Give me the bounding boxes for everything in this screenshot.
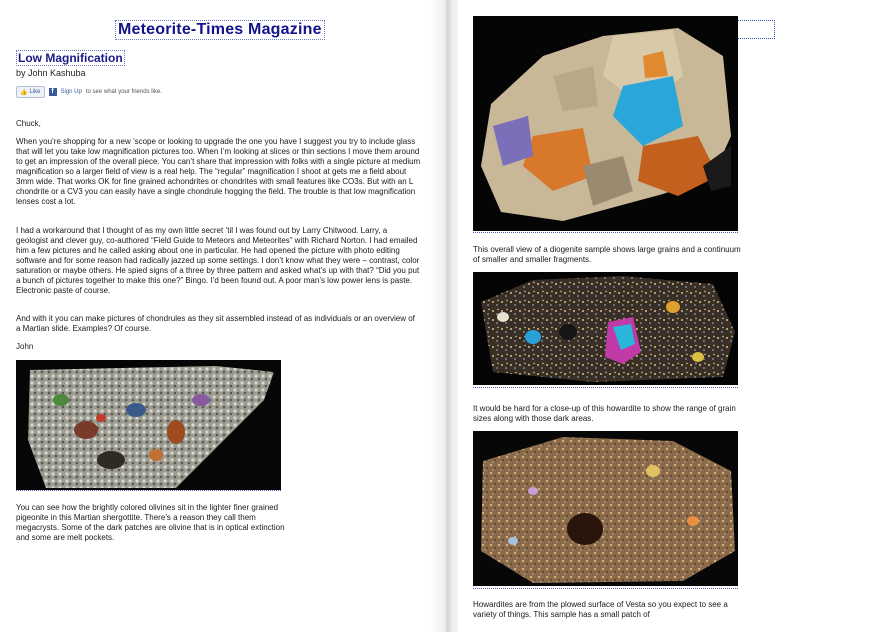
howardite-photo bbox=[473, 272, 738, 385]
article-title[interactable]: Low Magnification bbox=[18, 51, 123, 65]
like-label: Like bbox=[29, 89, 41, 95]
photo-underline bbox=[473, 588, 738, 589]
photo-underline bbox=[473, 232, 738, 233]
article-byline: by John Kashuba bbox=[16, 68, 86, 78]
social-bar bbox=[16, 86, 162, 98]
martian-caption: You can see how the brightly colored olivines sit in the lighter finer grained pigeonite in this Martian shergottite. There’s a reason they call them megacrysts. Some of the dark patches are olivine that is in optical extinction and some are melt pockets. bbox=[16, 503, 285, 542]
signature: John bbox=[16, 342, 34, 351]
facebook-icon: f bbox=[49, 88, 57, 96]
paragraph-2: I had a workaround that I thought of as my own little secret ’til I was found out by Larry Chitwood. Larry, a geologist and clever guy, co-authored “Field Guide to Meteors and Meteorites” with Richard Norton. I had emailed him a few pictures and he called asking about one in particular. He had opened the picture with photo editing software and for some reason had radically jazzed up some settings. I don’t know what they were – contrast, color saturation or maybe others. He spied signs of a three by three pattern and asked what’s up with that? “Did you put a bunch of pictures together to make this one?” Bingo. I’d been found out. A poor man’s low power lens is paste. Electronic paste of course. bbox=[16, 226, 420, 295]
salutation: Chuck, bbox=[16, 119, 41, 128]
like-button[interactable] bbox=[16, 86, 45, 98]
paragraph-1: When you’re shopping for a new ’scope or looking to upgrade the one you have I suggest you try to include glass that will let you take low magnification pictures too. When I’m looking at slices or thin sections I move them around to get an impression of the overall piece. You can’t share that impression with folks with a single picture at medium magnification so a larger field of view is a real help. The “regular” magnification I shoot at gets me a field about 3mm wide. That works OK for fine grained achondrites or chondrites with small features like CO3s. But with an L chondrite or a CV3 you can easily have a single chondrule hogging the field. The trouble is that low magnification lenses cost a lot. bbox=[16, 137, 421, 206]
thumbs-up-icon: 👍 bbox=[20, 89, 28, 96]
photo-underline bbox=[16, 490, 281, 491]
paragraph-3: And with it you can make pictures of chondrules as they sit assembled instead of as individuals or an overview of a Martian slide. Examples? Of course. bbox=[16, 314, 415, 333]
martian-shergottite-photo bbox=[16, 360, 281, 490]
magazine-title[interactable]: Meteorite-Times Magazine bbox=[115, 20, 325, 40]
vesta-caption: Howardites are from the plowed surface of Vesta so you expect to see a variety of things. This sample has a small patch of bbox=[473, 600, 728, 619]
howardite-caption: It would be hard for a close-up of this howardite to show the range of grain sizes along with those dark areas. bbox=[473, 404, 736, 423]
diogenite-photo bbox=[473, 16, 738, 231]
diogenite-caption: This overall view of a diogenite sample shows large grains and a continuum of smaller and smaller fragments. bbox=[473, 245, 741, 264]
signup-link[interactable]: Sign Up bbox=[60, 89, 82, 95]
vesta-howardite-photo bbox=[473, 431, 738, 586]
signup-text: to see what your friends like. bbox=[85, 89, 162, 95]
photo-underline bbox=[473, 387, 738, 388]
